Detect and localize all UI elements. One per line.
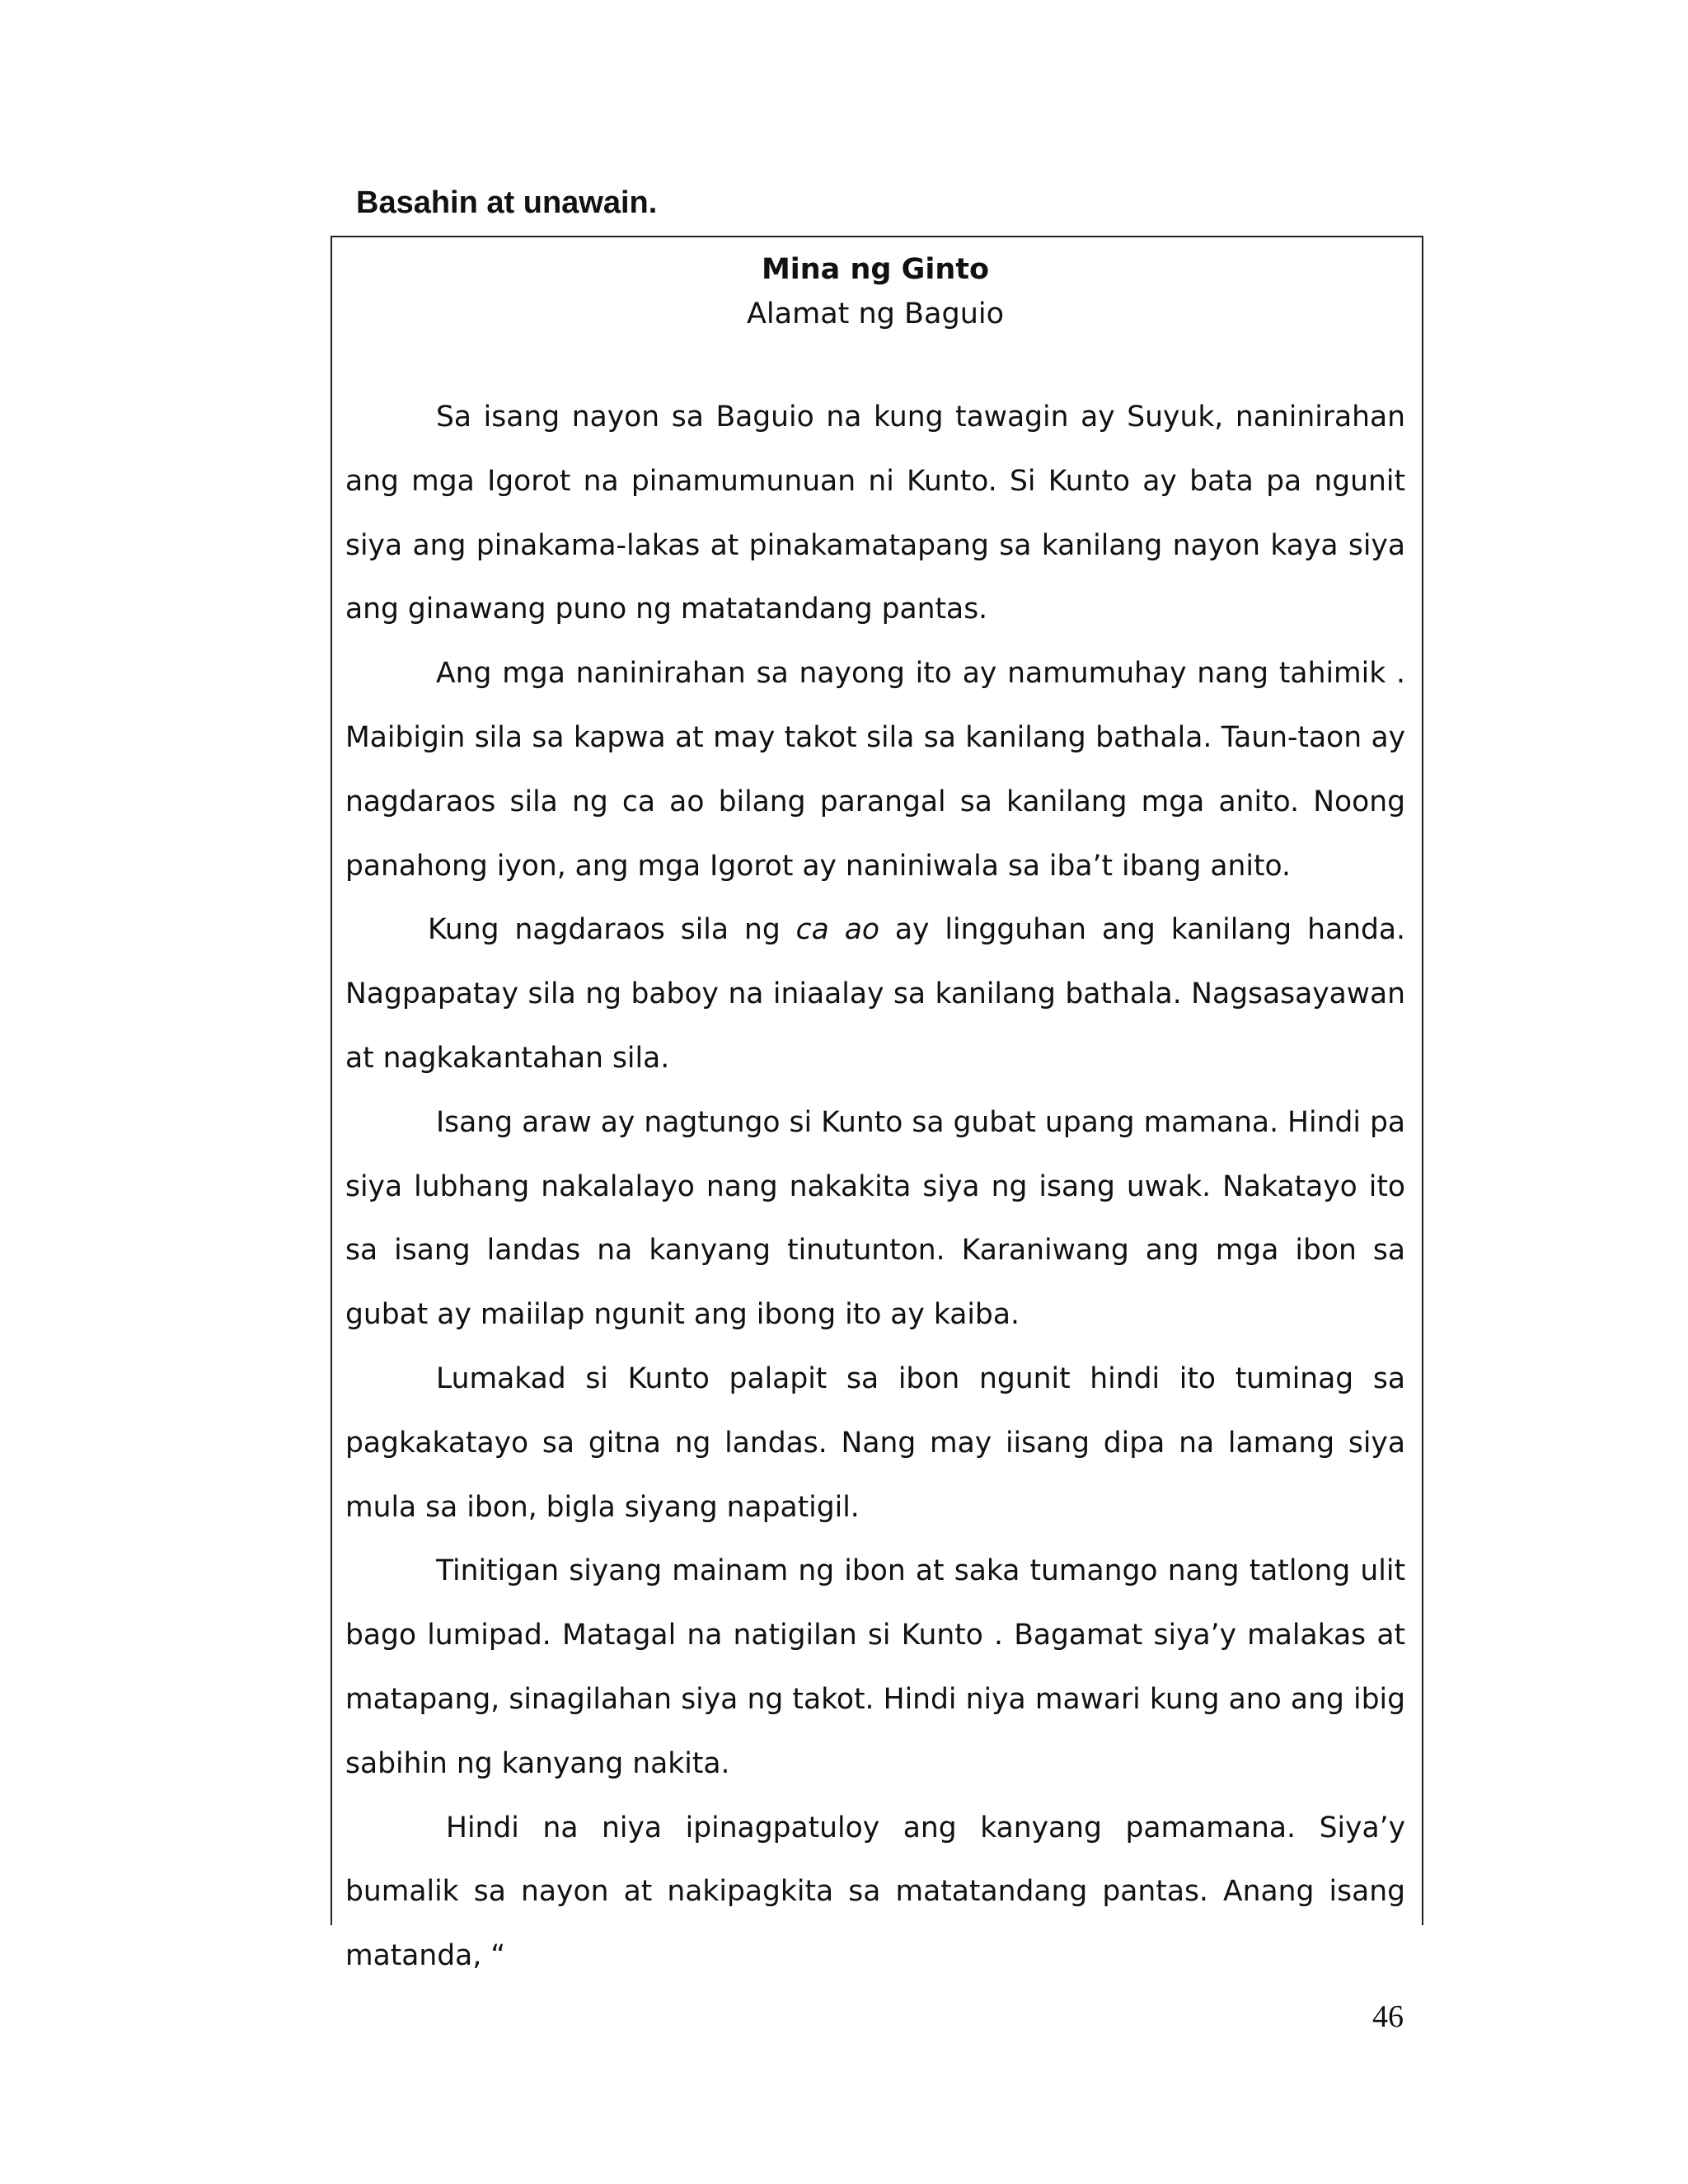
- story-box: [331, 236, 1423, 1973]
- story-paragraph-4: Isang araw ay nagtungo si Kunto sa gubat upang mamana. Hindi pa siya lubhang nakalalayo nang nakakita siya ng isang uwak. Nakatayo ito sa isang landas na kanyang tinutunton. Karaniwang ang mga ibon sa gubat ay maiilap ngunit ang ibong ito ay kaiba.: [345, 1105, 1405, 1332]
- page-number: 46: [1372, 1999, 1404, 2034]
- paragraph-3-text-before: Kung nagdaraos sila ng: [428, 913, 796, 947]
- story-paragraph-5: Lumakad si Kunto palapit sa ibon ngunit hindi ito tuminag sa pagkakatayo sa gitna ng landas. Nang may iisang dipa na lamang siya mula sa ibon, bigla siyang napatigil.: [345, 1361, 1405, 1524]
- story-paragraph-3: [345, 898, 1405, 1090]
- paragraph-3-emphasis: ca ao: [795, 913, 879, 947]
- story-subtitle: Alamat ng Baguio: [746, 298, 1005, 330]
- instruction-heading: Basahin at unawain.: [356, 185, 658, 220]
- story-paragraph-1: Sa isang nayon sa Baguio na kung tawagin ay Suyuk, naninirahan ang mga Igorot na pinamumunuan ni Kunto. Si Kunto ay bata pa ngunit siya ang pinakama-lakas at pinakamatapang sa kanilang nayon kaya siya ang ginawang puno ng matatandang pantas.: [345, 401, 1405, 626]
- paragraph-3-text-after: ay lingguhan ang kanilang handa. Nagpapatay sila ng baboy na iniaalay sa kanilang bathala. Nagsasayawan at nagkakantahan sila.: [345, 913, 1405, 1075]
- story-title: Mina ng Ginto: [761, 253, 990, 286]
- story-paragraph-2: Ang mga naninirahan sa nayong ito ay namumuhay nang tahimik . Maibigin sila sa kapwa at may takot sila sa kanilang bathala. Taun-taon ay nagdaraos sila ng ca ao bilang parangal sa kanilang mga anito. Noong panahong iyon, ang mga Igorot ay naniniwala sa iba’t ibang anito.: [345, 657, 1405, 883]
- story-paragraph-7: Hindi na niya ipinagpatuloy ang kanyang pamamana. Siya’y bumalik sa nayon at nakipagkita sa matatandang pantas. Anang isang matanda, “: [345, 1811, 1405, 1973]
- story-paragraph-6: Tinitigan siyang mainam ng ibon at saka tumango nang tatlong ulit bago lumipad. Matagal na natigilan si Kunto . Bagamat siya’y malakas at matapang, sinagilahan siya ng takot. Hindi niya mawari kung ano ang ibig sabihin ng kanyang nakita.: [345, 1554, 1405, 1780]
- story-body: [345, 386, 1405, 1989]
